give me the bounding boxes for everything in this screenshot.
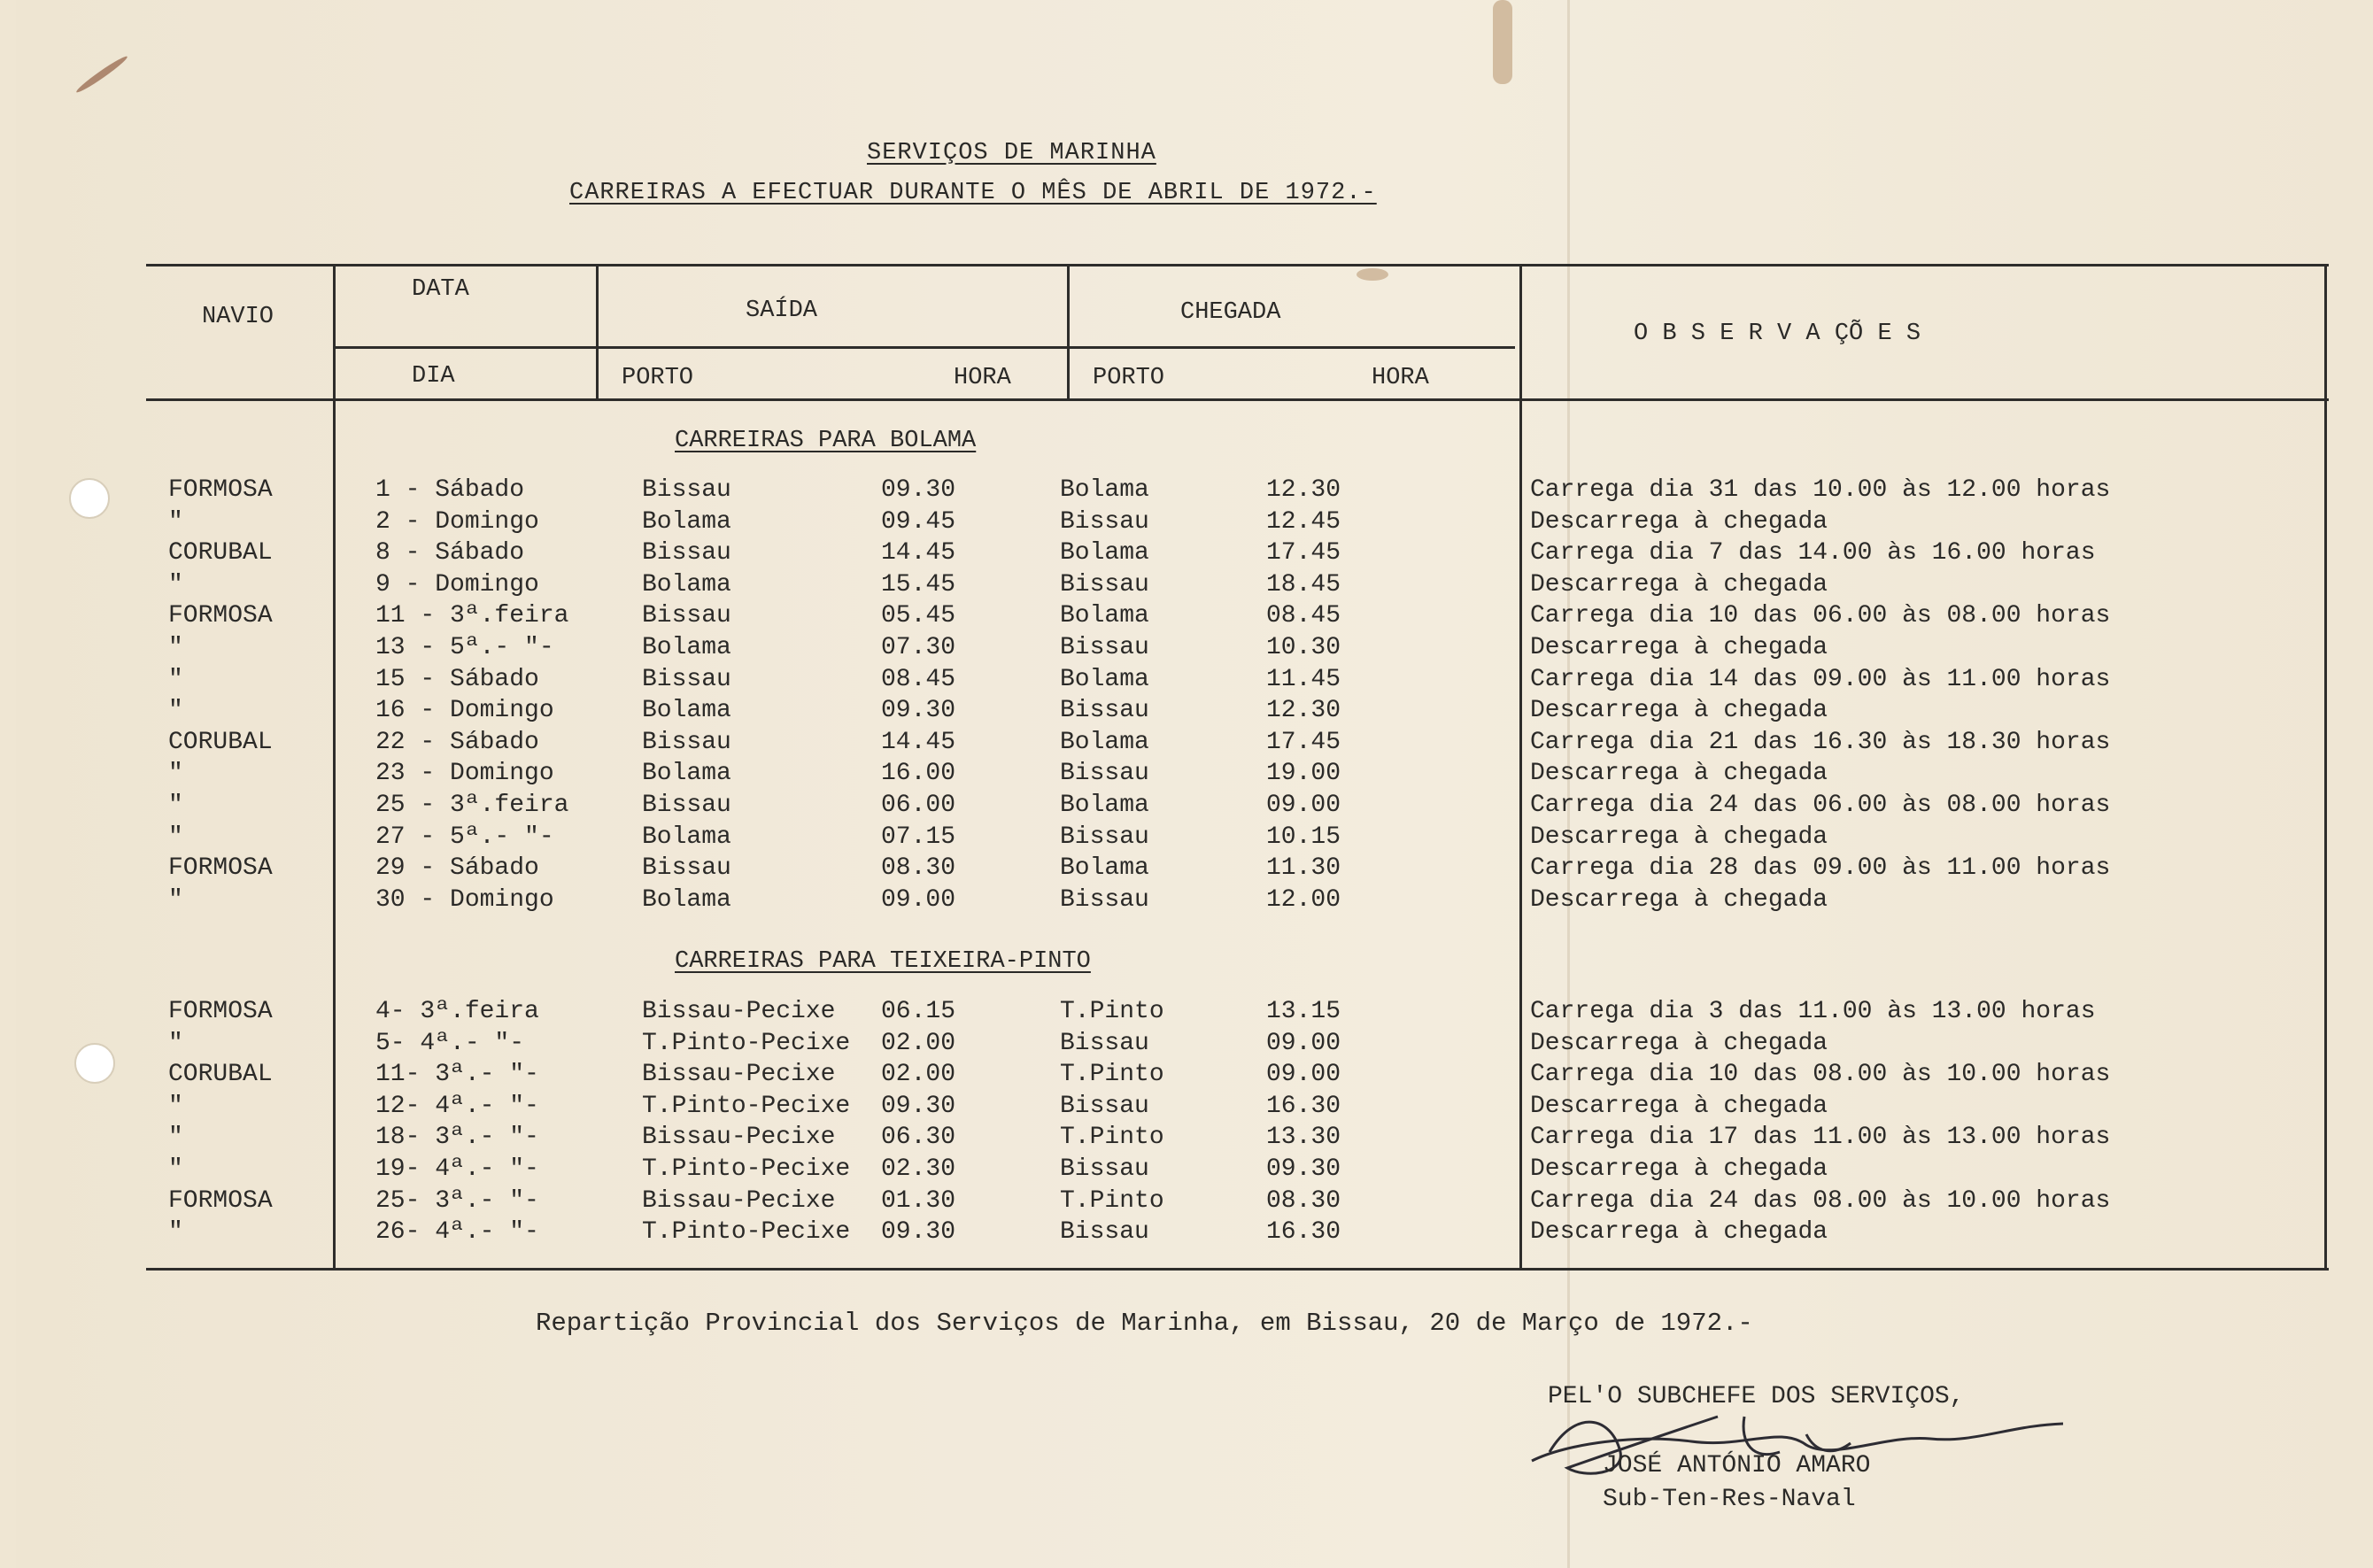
observation-note: Carrega dia 24 das 08.00 às 10.00 horas: [1530, 1186, 2111, 1215]
table-row: [0, 996, 2373, 1028]
observation-note: Descarrega à chegada: [1530, 1155, 1828, 1183]
arrival-time: 17.45: [1266, 539, 1341, 568]
column-divider: [1067, 264, 1070, 401]
arrival-time: 10.15: [1266, 823, 1341, 851]
arrival-time: 12.30: [1266, 476, 1341, 504]
departure-port: Bissau: [642, 792, 731, 819]
arrival-port: Bolama: [1060, 476, 1149, 504]
arrival-time: 09.30: [1266, 1155, 1341, 1183]
ship-name: CORUBAL: [168, 728, 273, 756]
header-hora-saida: HORA: [954, 365, 1011, 391]
observation-note: Carrega dia 14 das 09.00 às 11.00 horas: [1530, 665, 2111, 693]
ship-name: ": [168, 507, 183, 536]
day-cell: 29 - Sábado: [375, 854, 539, 883]
arrival-port: Bolama: [1060, 792, 1149, 819]
day-cell: 26- 4ª.- "-: [375, 1218, 539, 1247]
table-row: [0, 727, 2373, 759]
table-row: [0, 506, 2373, 538]
header-porto-saida: PORTO: [622, 365, 694, 391]
day-cell: 13 - 5ª.- "-: [375, 634, 554, 661]
arrival-port: Bissau: [1060, 823, 1149, 851]
ship-name: ": [168, 885, 183, 914]
header-porto-chegada: PORTO: [1093, 365, 1165, 391]
arrival-port: Bolama: [1060, 539, 1149, 568]
arrival-port: Bissau: [1060, 570, 1149, 599]
arrival-port: Bissau: [1060, 634, 1149, 661]
departure-port: Bolama: [642, 697, 731, 725]
day-cell: 27 - 5ª.- "-: [375, 823, 554, 851]
departure-time: 06.00: [881, 792, 956, 819]
ship-name: FORMOSA: [168, 602, 273, 630]
departure-time: 07.15: [881, 823, 956, 851]
header-dia: DIA: [412, 363, 455, 390]
day-cell: 4- 3ª.feira: [375, 998, 539, 1025]
table-top-border: [146, 264, 2329, 266]
arrival-port: Bissau: [1060, 760, 1149, 788]
document-subtitle: CARREIRAS A EFECTUAR DURANTE O MÊS DE ABRIL DE 1972.-: [569, 180, 1377, 206]
departure-port: Bissau-Pecixe: [642, 1186, 836, 1215]
departure-time: 08.30: [881, 854, 956, 883]
departure-port: Bissau: [642, 728, 731, 756]
arrival-port: Bissau: [1060, 1218, 1149, 1247]
rust-stain: [1493, 0, 1512, 84]
departure-time: 02.00: [881, 1061, 956, 1089]
observation-note: Descarrega à chegada: [1530, 570, 1828, 599]
departure-port: Bolama: [642, 570, 731, 599]
departure-port: Bissau-Pecixe: [642, 998, 836, 1025]
departure-time: 05.45: [881, 602, 956, 630]
arrival-time: 11.30: [1266, 854, 1341, 883]
signatory-name: JOSÉ ANTÓNIO AMARO: [1603, 1452, 1871, 1479]
section-title-teixeira-pinto: CARREIRAS PARA TEIXEIRA-PINTO: [675, 948, 1091, 975]
table-bottom-border: [146, 1268, 2329, 1271]
arrival-port: Bolama: [1060, 602, 1149, 630]
departure-port: Bissau-Pecixe: [642, 1124, 836, 1152]
observation-note: Carrega dia 17 das 11.00 às 13.00 horas: [1530, 1124, 2111, 1152]
ship-name: FORMOSA: [168, 1186, 273, 1215]
day-cell: 11 - 3ª.feira: [375, 602, 569, 630]
ship-name: ": [168, 697, 183, 725]
document-title: SERVIÇOS DE MARINHA: [867, 140, 1156, 166]
departure-port: Bolama: [642, 885, 731, 914]
departure-time: 09.45: [881, 507, 956, 536]
table-row: [0, 1154, 2373, 1186]
table-row: [0, 695, 2373, 727]
table-row: [0, 632, 2373, 664]
arrival-time: 16.30: [1266, 1218, 1341, 1247]
ship-name: ": [168, 760, 183, 788]
ship-name: CORUBAL: [168, 1061, 273, 1089]
arrival-time: 09.00: [1266, 1061, 1341, 1089]
table-row: [0, 1091, 2373, 1123]
day-cell: 22 - Sábado: [375, 728, 539, 756]
observation-note: Descarrega à chegada: [1530, 760, 1828, 788]
day-cell: 25 - 3ª.feira: [375, 792, 569, 819]
header-bottom-border: [146, 398, 2329, 401]
observation-note: Descarrega à chegada: [1530, 697, 1828, 725]
column-divider: [596, 264, 599, 401]
departure-time: 09.30: [881, 1092, 956, 1120]
observation-note: Descarrega à chegada: [1530, 1218, 1828, 1247]
arrival-port: Bissau: [1060, 1155, 1149, 1183]
observation-note: Carrega dia 10 das 06.00 às 08.00 horas: [1530, 602, 2111, 630]
departure-port: Bolama: [642, 760, 731, 788]
departure-port: Bolama: [642, 634, 731, 661]
arrival-time: 16.30: [1266, 1092, 1341, 1120]
departure-port: Bolama: [642, 507, 731, 536]
departure-port: Bissau-Pecixe: [642, 1061, 836, 1089]
ship-name: FORMOSA: [168, 998, 273, 1025]
departure-time: 02.30: [881, 1155, 956, 1183]
arrival-port: T.Pinto: [1060, 998, 1164, 1025]
ship-name: ": [168, 1155, 183, 1183]
observation-note: Descarrega à chegada: [1530, 1029, 1828, 1057]
day-cell: 1 - Sábado: [375, 476, 525, 504]
ship-name: ": [168, 1124, 183, 1152]
arrival-port: Bolama: [1060, 728, 1149, 756]
arrival-time: 11.45: [1266, 665, 1341, 693]
section-title-bolama: CARREIRAS PARA BOLAMA: [675, 428, 977, 454]
departure-port: T.Pinto-Pecixe: [642, 1092, 851, 1120]
day-cell: 25- 3ª.- "-: [375, 1186, 539, 1215]
arrival-port: Bissau: [1060, 507, 1149, 536]
arrival-time: 12.00: [1266, 885, 1341, 914]
ship-name: ": [168, 570, 183, 599]
table-row: [0, 600, 2373, 632]
day-cell: 18- 3ª.- "-: [375, 1124, 539, 1152]
departure-time: 14.45: [881, 728, 956, 756]
day-cell: 30 - Domingo: [375, 885, 554, 914]
day-cell: 12- 4ª.- "-: [375, 1092, 539, 1120]
table-row: [0, 1028, 2373, 1060]
arrival-port: Bolama: [1060, 854, 1149, 883]
departure-time: 09.30: [881, 697, 956, 725]
arrival-time: 17.45: [1266, 728, 1341, 756]
day-cell: 11- 3ª.- "-: [375, 1061, 539, 1089]
arrival-port: Bolama: [1060, 665, 1149, 693]
observation-note: Descarrega à chegada: [1530, 1092, 1828, 1120]
arrival-time: 12.30: [1266, 697, 1341, 725]
table-row: [0, 1122, 2373, 1154]
ship-name: ": [168, 665, 183, 693]
departure-port: Bissau: [642, 665, 731, 693]
table-row: [0, 664, 2373, 696]
arrival-time: 09.00: [1266, 792, 1341, 819]
header-saida: SAÍDA: [746, 297, 818, 324]
arrival-time: 09.00: [1266, 1029, 1341, 1057]
table-row: [0, 758, 2373, 790]
header-chegada: CHEGADA: [1180, 299, 1281, 326]
table-row: [0, 1186, 2373, 1217]
ship-name: ": [168, 634, 183, 661]
ship-name: ": [168, 792, 183, 819]
observation-note: Carrega dia 28 das 09.00 às 11.00 horas: [1530, 854, 2111, 883]
day-cell: 16 - Domingo: [375, 697, 554, 725]
arrival-port: Bissau: [1060, 1092, 1149, 1120]
departure-port: Bissau: [642, 602, 731, 630]
day-cell: 8 - Sábado: [375, 539, 525, 568]
observation-note: Carrega dia 24 das 06.00 às 08.00 horas: [1530, 792, 2111, 819]
arrival-time: 13.15: [1266, 998, 1341, 1025]
departure-time: 09.30: [881, 476, 956, 504]
ship-name: FORMOSA: [168, 476, 273, 504]
arrival-port: T.Pinto: [1060, 1124, 1164, 1152]
departure-time: 08.45: [881, 665, 956, 693]
day-cell: 9 - Domingo: [375, 570, 539, 599]
arrival-port: Bissau: [1060, 697, 1149, 725]
arrival-time: 12.45: [1266, 507, 1341, 536]
header-divider: [333, 346, 1515, 349]
table-row: [0, 1059, 2373, 1091]
header-navio: NAVIO: [202, 304, 274, 330]
departure-time: 14.45: [881, 539, 956, 568]
ship-name: ": [168, 1218, 183, 1247]
table-row: [0, 822, 2373, 854]
observation-note: Carrega dia 7 das 14.00 às 16.00 horas: [1530, 539, 2096, 568]
departure-port: T.Pinto-Pecixe: [642, 1155, 851, 1183]
ship-name: CORUBAL: [168, 539, 273, 568]
observation-note: Descarrega à chegada: [1530, 634, 1828, 661]
departure-time: 01.30: [881, 1186, 956, 1215]
arrival-port: Bissau: [1060, 885, 1149, 914]
departure-time: 09.30: [881, 1218, 956, 1247]
table-row: [0, 475, 2373, 506]
table-row: [0, 853, 2373, 884]
departure-time: 06.15: [881, 998, 956, 1025]
departure-port: Bissau: [642, 854, 731, 883]
departure-port: T.Pinto-Pecixe: [642, 1029, 851, 1057]
departure-time: 09.00: [881, 885, 956, 914]
departure-time: 07.30: [881, 634, 956, 661]
ship-name: ": [168, 1029, 183, 1057]
arrival-time: 10.30: [1266, 634, 1341, 661]
day-cell: 23 - Domingo: [375, 760, 554, 788]
header-observacoes: O B S E R V A ÇÕ E S: [1634, 321, 1921, 347]
handwritten-signature-icon: [1514, 1390, 2072, 1496]
arrival-time: 18.45: [1266, 570, 1341, 599]
departure-port: Bissau: [642, 476, 731, 504]
departure-port: Bolama: [642, 823, 731, 851]
signatory-rank: Sub-Ten-Res-Naval: [1603, 1486, 1856, 1513]
departure-port: Bissau: [642, 539, 731, 568]
day-cell: 2 - Domingo: [375, 507, 539, 536]
observation-note: Carrega dia 31 das 10.00 às 12.00 horas: [1530, 476, 2111, 504]
table-row: [0, 1217, 2373, 1248]
departure-time: 02.00: [881, 1029, 956, 1057]
departure-time: 16.00: [881, 760, 956, 788]
arrival-time: 13.30: [1266, 1124, 1341, 1152]
departure-time: 15.45: [881, 570, 956, 599]
header-hora-chegada: HORA: [1372, 365, 1429, 391]
observation-note: Descarrega à chegada: [1530, 885, 1828, 914]
table-row: [0, 790, 2373, 822]
arrival-time: 08.45: [1266, 602, 1341, 630]
rust-stain: [1357, 268, 1388, 281]
arrival-port: Bissau: [1060, 1029, 1149, 1057]
header-data: DATA: [412, 276, 469, 303]
day-cell: 19- 4ª.- "-: [375, 1155, 539, 1183]
table-row: [0, 884, 2373, 916]
arrival-port: T.Pinto: [1060, 1186, 1164, 1215]
departure-port: T.Pinto-Pecixe: [642, 1218, 851, 1247]
signature-title: PEL'O SUBCHEFE DOS SERVIÇOS,: [1548, 1383, 1965, 1410]
table-row: [0, 537, 2373, 569]
arrival-time: 08.30: [1266, 1186, 1341, 1215]
day-cell: 15 - Sábado: [375, 665, 539, 693]
footer-place-date: Repartição Provincial dos Serviços de Marinha, em Bissau, 20 de Março de 1972.-: [536, 1309, 1753, 1338]
observation-note: Descarrega à chegada: [1530, 823, 1828, 851]
arrival-port: T.Pinto: [1060, 1061, 1164, 1089]
arrival-time: 19.00: [1266, 760, 1341, 788]
observation-note: Descarrega à chegada: [1530, 507, 1828, 536]
ship-name: ": [168, 1092, 183, 1120]
observation-note: Carrega dia 10 das 08.00 às 10.00 horas: [1530, 1061, 2111, 1089]
observation-note: Carrega dia 21 das 16.30 às 18.30 horas: [1530, 728, 2111, 756]
day-cell: 5- 4ª.- "-: [375, 1029, 525, 1057]
table-row: [0, 569, 2373, 601]
departure-time: 06.30: [881, 1124, 956, 1152]
observation-note: Carrega dia 3 das 11.00 às 13.00 horas: [1530, 998, 2096, 1025]
ship-name: FORMOSA: [168, 854, 273, 883]
ship-name: ": [168, 823, 183, 851]
